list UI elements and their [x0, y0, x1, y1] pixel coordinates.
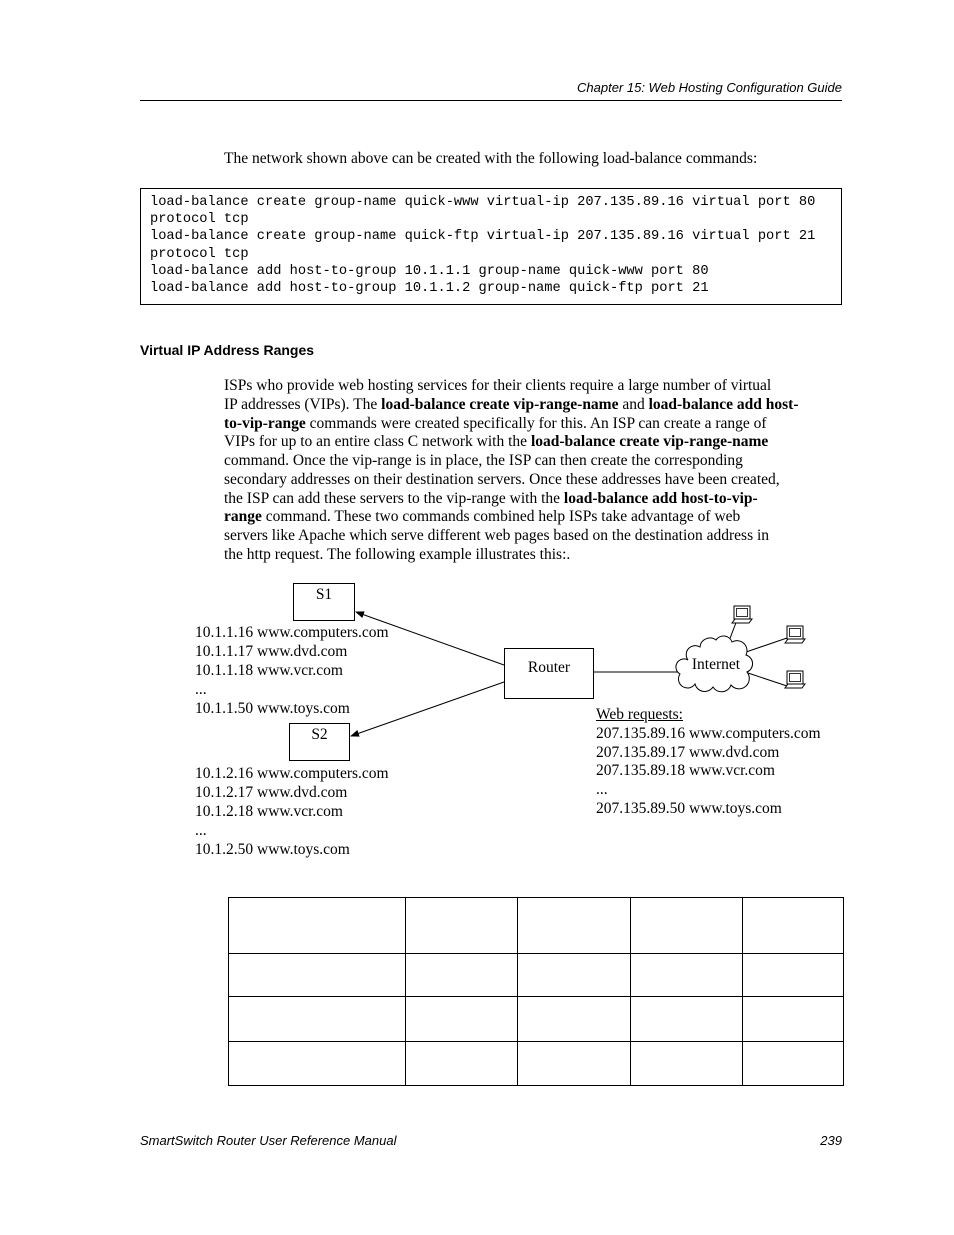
- host-entry: 10.1.1.17 www.dvd.com: [195, 643, 348, 660]
- command-name: load-balance create vip-range-name: [530, 433, 769, 451]
- internet-label: Internet: [691, 656, 741, 673]
- text-run: commands were created specifically for this. An ISP can create a range of: [305, 414, 767, 432]
- table-cell: [631, 954, 743, 997]
- router-box: [504, 648, 594, 699]
- table-cell: [518, 1042, 631, 1086]
- text-run: VIPs for up to an entire class C network with the: [224, 433, 531, 451]
- table-cell: [518, 898, 631, 954]
- request-entry: 207.135.89.18 www.vcr.com: [596, 762, 775, 780]
- table-cell: [743, 997, 844, 1042]
- code-line: load-balance add host-to-group 10.1.1.1 group-name quick-www port 80: [150, 263, 709, 279]
- request-entry: 207.135.89.50 www.toys.com: [596, 799, 782, 817]
- table-cell: [406, 1042, 518, 1086]
- text-run: the ISP can add these servers to the vip-range with the: [224, 489, 564, 507]
- table-cell: [743, 954, 844, 997]
- table-cell: [518, 954, 631, 997]
- table-row: [229, 954, 844, 997]
- host-entry: 10.1.2.18 www.vcr.com: [195, 803, 343, 820]
- server-s1-label: S1: [315, 586, 333, 603]
- command-name: load-balance add host-: [648, 395, 799, 413]
- host-entry: ...: [195, 822, 207, 839]
- text-run: the http request. The following example illustrates this:.: [224, 545, 571, 563]
- s2-host-list: [195, 764, 389, 859]
- computer-icon: [785, 671, 805, 688]
- command-name: to-vip-range: [224, 414, 306, 432]
- host-entry: 10.1.1.50 www.toys.com: [195, 700, 350, 717]
- host-entry: 10.1.2.16 www.computers.com: [195, 765, 389, 782]
- table-cell: [406, 898, 518, 954]
- intro-text: The network shown above can be created with the following load-balance commands:: [224, 150, 758, 167]
- manual-title: SmartSwitch Router User Reference Manual: [140, 1133, 397, 1148]
- host-entry: 10.1.2.17 www.dvd.com: [195, 784, 348, 801]
- server-s2-label: S2: [311, 726, 328, 743]
- code-line: protocol tcp: [150, 246, 249, 262]
- table-cell: [743, 898, 844, 954]
- server-s2-box: [289, 723, 350, 761]
- page-number: 239: [820, 1133, 842, 1148]
- request-entry: ...: [596, 781, 608, 799]
- section-heading: Virtual IP Address Ranges: [140, 342, 315, 358]
- text-run: secondary addresses on their destination servers. Once these addresses have been created,: [224, 470, 780, 488]
- text-run: command. Once the vip-range is in place, the ISP can then create the corresponding: [224, 452, 743, 469]
- code-line: protocol tcp: [150, 212, 249, 228]
- table-cell: [631, 898, 743, 954]
- table-cell: [229, 1042, 406, 1086]
- empty-table: [228, 897, 844, 1086]
- command-name: range: [224, 508, 262, 526]
- request-entry: 207.135.89.17 www.dvd.com: [596, 743, 780, 761]
- text-run: ISPs who provide web hosting services for their clients require a large number of virtual: [224, 377, 772, 394]
- code-line: load-balance create group-name quick-ftp virtual-ip 207.135.89.16 virtual port 21: [150, 229, 816, 245]
- client-link: [746, 638, 787, 652]
- table-cell: [229, 898, 406, 954]
- router-label: Router: [527, 659, 571, 676]
- table-cell: [406, 954, 518, 997]
- table-row: [229, 997, 844, 1042]
- chapter-title: Chapter 15: Web Hosting Configuration Guide: [577, 80, 842, 95]
- s1-host-list: [195, 623, 389, 718]
- command-name: load-balance add host-to-vip-: [563, 489, 758, 507]
- text-run: and: [618, 395, 649, 413]
- table-cell: [406, 997, 518, 1042]
- table-cell: [631, 997, 743, 1042]
- table-cell: [631, 1042, 743, 1086]
- text-run: servers like Apache which serve different web pages based on the destination address in: [224, 527, 770, 544]
- web-requests-title: Web requests:: [596, 706, 683, 723]
- host-entry: 10.1.1.16 www.computers.com: [195, 624, 389, 641]
- table-cell: [229, 954, 406, 997]
- text-run: command. These two commands combined help ISPs take advantage of web: [261, 508, 741, 526]
- host-entry: 10.1.2.50 www.toys.com: [195, 841, 350, 858]
- host-entry: ...: [195, 681, 207, 698]
- web-requests-list: [596, 706, 821, 819]
- table-cell: [229, 997, 406, 1042]
- table-cell: [518, 997, 631, 1042]
- computer-icon: [732, 606, 752, 623]
- code-line: load-balance create group-name quick-www virtual-ip 207.135.89.16 virtual port 80: [150, 195, 816, 210]
- table-cell: [743, 1042, 844, 1086]
- code-line: load-balance add host-to-group 10.1.1.2 group-name quick-ftp port 21: [150, 280, 709, 296]
- request-entry: 207.135.89.16 www.computers.com: [596, 724, 821, 742]
- table-row: [229, 1042, 844, 1086]
- table-row: [229, 898, 844, 954]
- host-entry: 10.1.1.18 www.vcr.com: [195, 662, 343, 679]
- text-run: IP addresses (VIPs). The: [224, 395, 382, 413]
- command-name: load-balance create vip-range-name: [381, 395, 619, 413]
- client-link: [748, 673, 787, 686]
- server-s1-box: [293, 583, 355, 621]
- computer-icon: [785, 626, 805, 643]
